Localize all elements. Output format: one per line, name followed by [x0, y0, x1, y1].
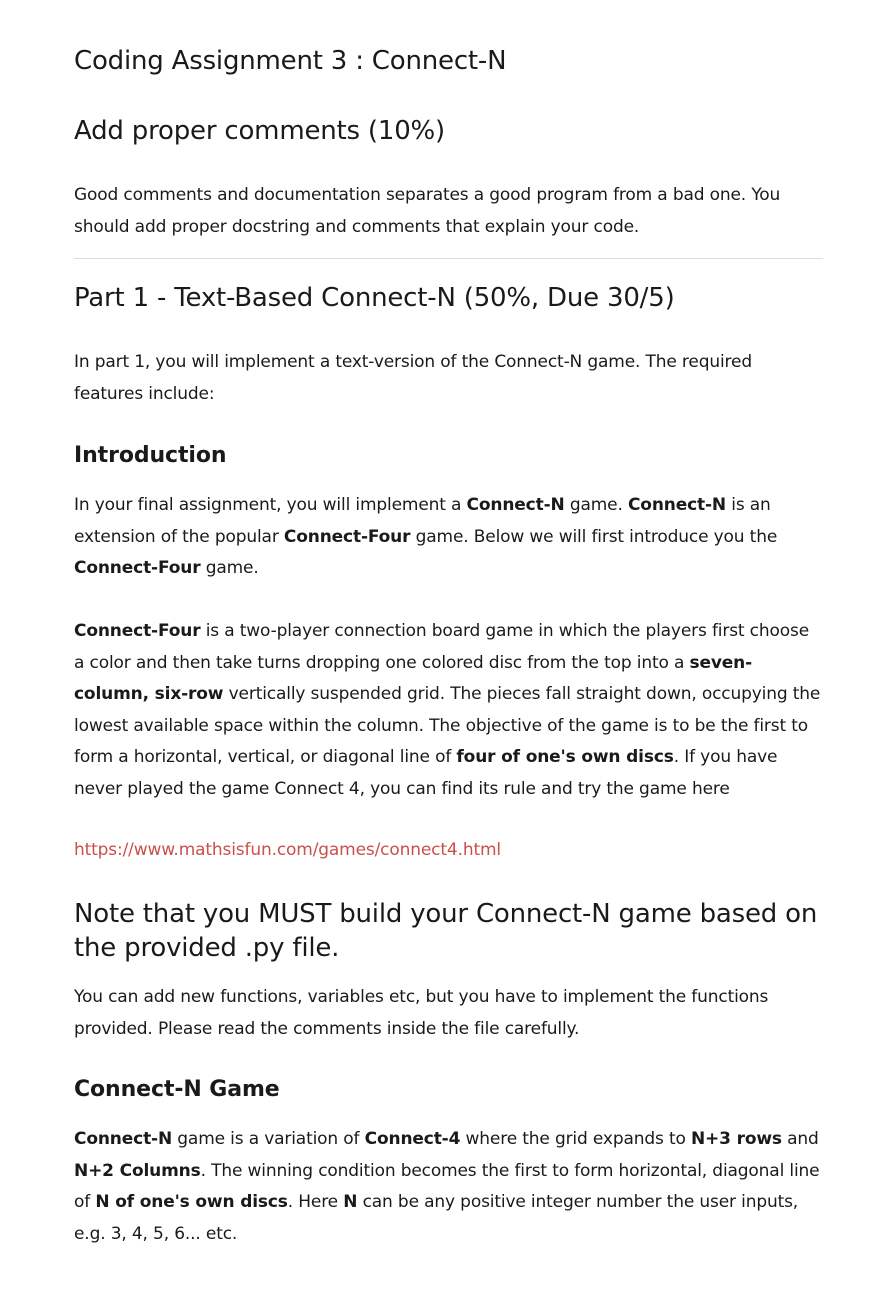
- part1-heading: Part 1 - Text-Based Connect-N (50%, Due 30/5): [74, 283, 675, 313]
- comments-paragraph: Good comments and documentation separates a good program from a bad one. You should add proper docstring and comments that explain your code.: [74, 185, 781, 237]
- note-heading: Note that you MUST build your Connect-N game based on the provided .py file.: [74, 899, 818, 963]
- bold-term: four of one's own discs: [456, 747, 674, 767]
- bold-term: seven-column, six-row: [74, 652, 753, 704]
- bold-term: Connect-4: [364, 1129, 461, 1149]
- intro-text: vertically suspended grid. The pieces fall straight down, occupying the lowest available space within the column. The objective of the game is to be the first to form a horizontal, vertical, or diagonal line of: [74, 684, 821, 767]
- bold-term: N+2 Columns: [74, 1160, 201, 1181]
- introduction-heading: Introduction: [74, 443, 227, 468]
- game-heading: Connect-N Game: [74, 1077, 280, 1102]
- introduction-paragraph-1: [74, 490, 823, 585]
- intro-text: is a two-player connection board game in which the players first choose a color and then take turns dropping one colored disc from the top into a: [74, 621, 810, 673]
- connect4-link[interactable]: https://www.mathsisfun.com/games/connect4.html: [74, 840, 501, 860]
- intro-text: game.: [564, 495, 628, 515]
- game-paragraph: [74, 1124, 823, 1250]
- bold-term: N: [343, 1192, 358, 1212]
- intro-text: game. Below we will first introduce you the: [410, 526, 778, 547]
- game-text: and: [781, 1129, 819, 1149]
- game-text: . Here: [287, 1192, 344, 1212]
- page-title: Coding Assignment 3 : Connect-N: [74, 46, 507, 76]
- bold-term: Connect-Four: [74, 621, 201, 641]
- note-paragraph: You can add new functions, variables etc, but you have to implement the functions provided. Please read the comments inside the file carefully.: [74, 987, 769, 1039]
- comments-heading: Add proper comments (10%): [74, 116, 445, 146]
- section-divider: [74, 258, 823, 259]
- bold-term: Connect-N: [466, 495, 565, 515]
- game-text: game is a variation of: [172, 1129, 365, 1149]
- bold-term: N+3 rows: [690, 1129, 782, 1149]
- bold-term: Connect-N: [627, 495, 726, 515]
- game-text: where the grid expands to: [460, 1129, 691, 1149]
- bold-term: Connect-Four: [74, 558, 201, 578]
- bold-term: N of one's own discs: [95, 1192, 288, 1212]
- intro-text: . If you have never played the game Connect 4, you can find its rule and try the game here: [74, 747, 778, 799]
- game-text: can be any positive integer number the user inputs, e.g. 3, 4, 5, 6... etc.: [74, 1192, 799, 1244]
- link-paragraph: [74, 835, 823, 867]
- intro-text: In your final assignment, you will implement a: [74, 495, 467, 515]
- bold-term: Connect-Four: [283, 526, 411, 547]
- bold-term: Connect-N: [74, 1129, 173, 1149]
- game-text: . The winning condition becomes the first to form horizontal, diagonal line of: [74, 1160, 820, 1212]
- intro-text: game.: [200, 558, 259, 578]
- intro-text: is an extension of the popular: [74, 495, 771, 547]
- part1-intro-paragraph: In part 1, you will implement a text-version of the Connect-N game. The required features include:: [74, 352, 752, 404]
- introduction-paragraph-2: [74, 616, 823, 805]
